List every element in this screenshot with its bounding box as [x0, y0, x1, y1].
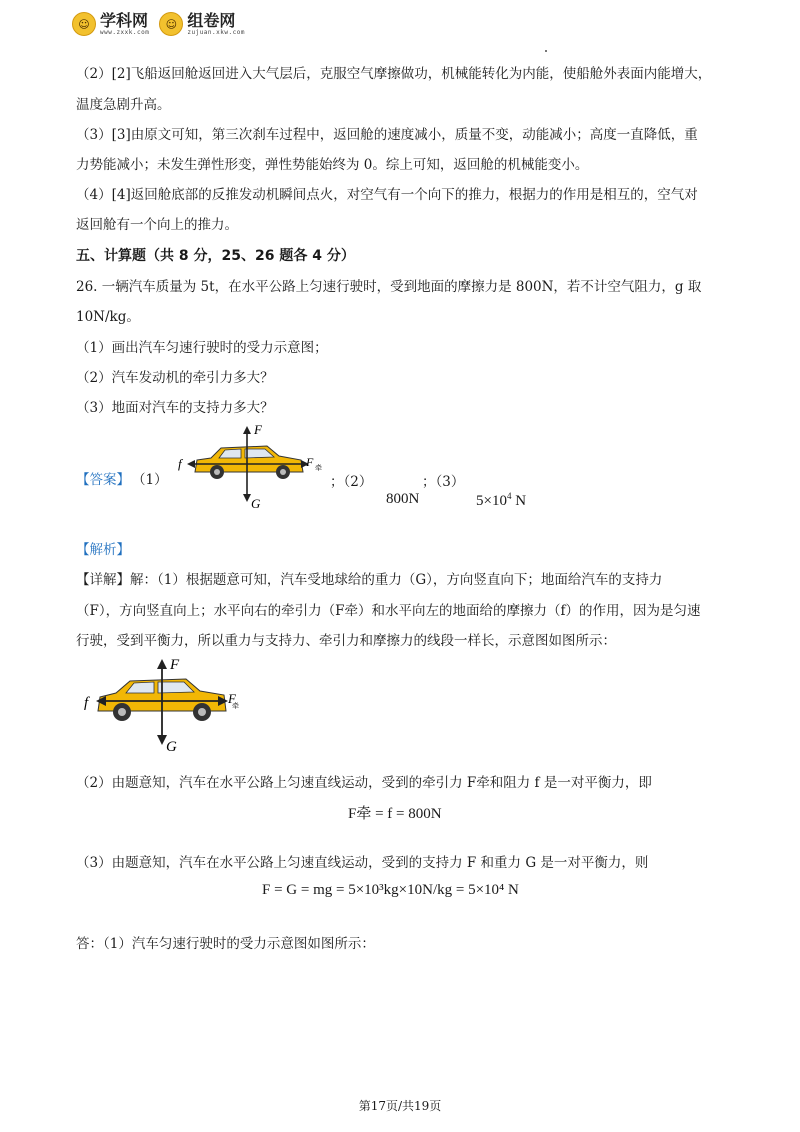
mascot-icon: ☺ [159, 12, 183, 36]
header-logos [72, 12, 255, 36]
label-q-sub: 牵 [232, 702, 239, 710]
logo-url: www.zxxk.com [100, 29, 150, 36]
section-title: 五、计算题（共 8 分，25、26 题各 4 分） [76, 248, 355, 264]
question-stem: 26. 一辆汽车质量为 5t，在水平公路上匀速行驶时，受到地面的摩擦力是 800N，若不计空气阻力，g 取 [76, 279, 702, 295]
answer-part: （1） [132, 472, 168, 488]
label-q-sub: 牵 [315, 464, 322, 472]
force-diagram-large [82, 655, 242, 755]
analysis-tag: 【解析】 [76, 542, 130, 558]
sub-question: （2）汽车发动机的牵引力多大？ [76, 370, 274, 386]
zujuan-logo [159, 12, 245, 36]
analysis-text: 【详解】解：（1）根据题意可知，汽车受地球给的重力（G），方向竖直向下；地面给汽车的支持力 [76, 572, 663, 588]
mascot-icon: ☺ [72, 12, 96, 36]
logo-url: zujuan.xkw.com [187, 29, 245, 36]
answer-tag: 【答案】 [76, 472, 130, 488]
label-f: f [84, 695, 89, 711]
label-F: F [254, 422, 262, 437]
text-line: （3）[3]由原文可知，第三次刹车过程中，返回舱的速度减小，质量不变，动能减小；高度一直降低，重 [76, 127, 698, 143]
logo-name: 学科网 [100, 11, 149, 30]
label-Fq: F [228, 691, 236, 706]
page-number: 第17页/共19页 [358, 1099, 442, 1113]
answer-value: $5\times 10^4$ N [476, 491, 527, 509]
label-Fq: F [306, 455, 314, 469]
answer-part: ；（3） [422, 474, 465, 490]
arrow-left-icon [187, 460, 195, 468]
label-F: F [170, 657, 180, 673]
analysis-text: （3）由题意知，汽车在水平公路上匀速直线运动，受到的支持力 F 和重力 G 是一对平衡力，则 [76, 855, 649, 871]
text-line: 返回舱有一个向上的推力。 [76, 217, 238, 233]
xkw-logo [72, 12, 149, 36]
analysis-text: 行驶，受到平衡力，所以重力与支持力、牵引力和摩擦力的线段一样长，示意图如图所示： [76, 633, 616, 649]
arrow-up-icon [243, 426, 251, 434]
car-icon [195, 446, 303, 479]
text-line: 温度急剧升高。 [76, 97, 171, 113]
sub-question: （1）画出汽车匀速行驶时的受力示意图； [76, 340, 328, 356]
answer-part: ；（2） [330, 474, 373, 490]
text-line: （2）[2]飞船返回舱返回进入大气层后，克服空气摩擦做功，机械能转化为内能，使船舱外表面内能增大， [76, 66, 712, 82]
conclusion-text: 答：（1）汽车匀速行驶时的受力示意图如图所示： [76, 936, 375, 952]
sub-question: （3）地面对汽车的支持力多大？ [76, 400, 274, 416]
label-G: G [251, 496, 261, 511]
text-line: 力势能减小；未发生弹性形变，弹性势能始终为 0。综上可知，返回舱的机械能变小。 [76, 157, 589, 173]
analysis-text: （2）由题意知，汽车在水平公路上匀速直线运动，受到的牵引力 F牵和阻力 f 是一对平衡力，即 [76, 775, 652, 791]
force-diagram-small [175, 420, 325, 512]
answer-value: 800N [386, 491, 420, 507]
logo-name: 组卷网 [187, 11, 236, 30]
arrow-up-icon [157, 659, 167, 669]
formula: F牵 = f = 800N [348, 806, 442, 822]
question-stem: 10N/kg。 [76, 309, 140, 325]
analysis-text: （F），方向竖直向上；水平向右的牵引力（F牵）和水平向左的地面给的摩擦力（f）的作用，因为是匀速 [76, 603, 701, 619]
label-f: f [178, 456, 182, 471]
scan-dot [545, 50, 547, 52]
label-G: G [166, 739, 177, 755]
arrow-down-icon [243, 494, 251, 502]
text-line: （4）[4]返回舱底部的反推发动机瞬间点火，对空气有一个向下的推力，根据力的作用是相互的，空气对 [76, 187, 698, 203]
formula: F = G = mg = 5×10³kg×10N/kg = 5×10⁴ N [262, 882, 519, 898]
